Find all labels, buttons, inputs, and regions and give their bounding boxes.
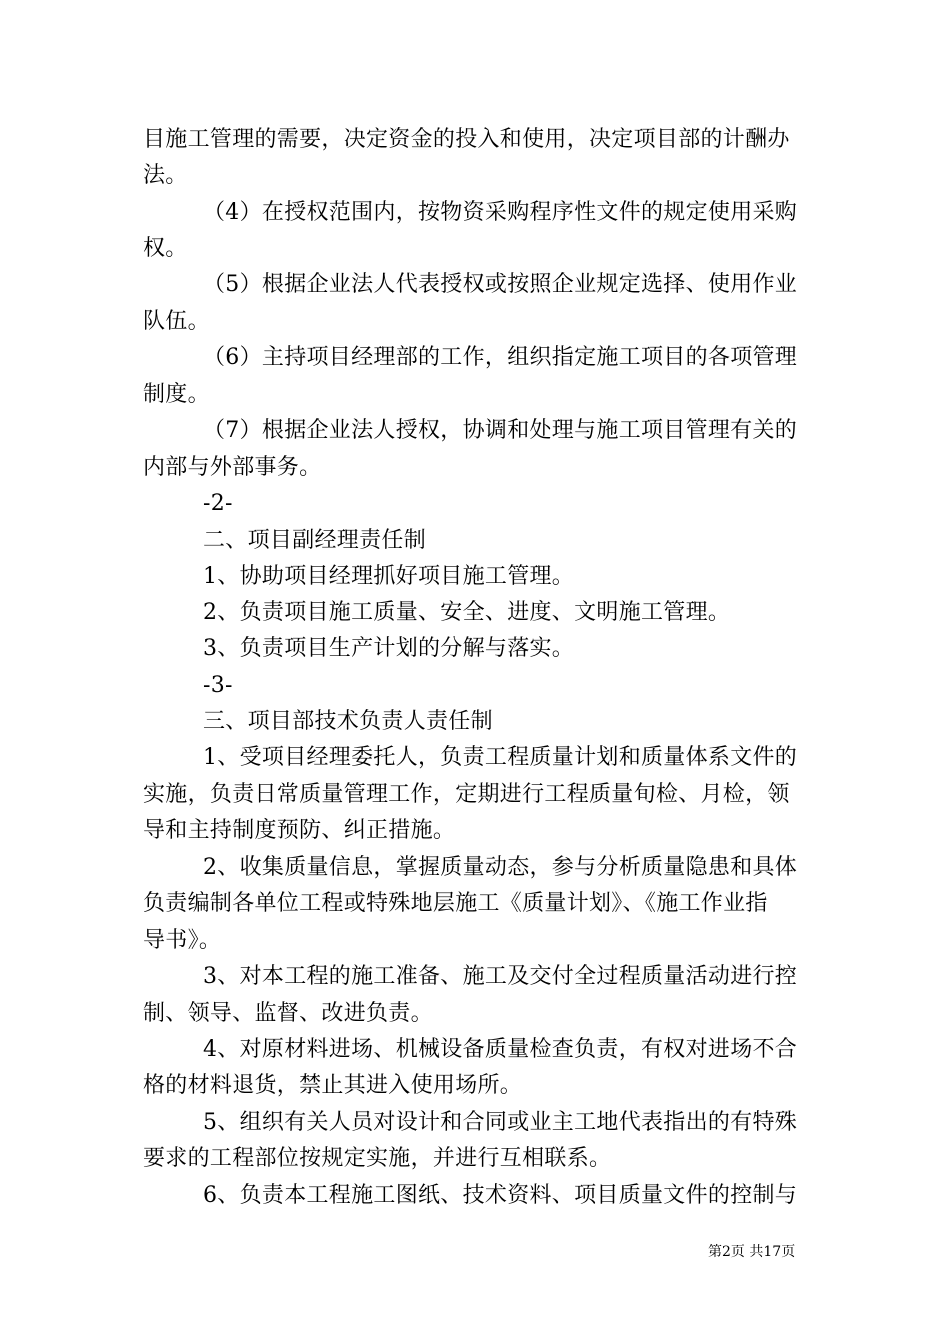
text-line: 3、负责项目生产计划的分解与落实。 [203, 636, 575, 661]
text-line: 导和主持制度预防、纠正措施。 [143, 818, 456, 843]
text-line: 目施工管理的需要，决定资金的投入和使用，决定项目部的计酬办 [143, 127, 790, 152]
text-line: 2、负责项目施工质量、安全、进度、文明施工管理。 [203, 600, 731, 625]
text-line: （6）主持项目经理部的工作，组织指定施工项目的各项管理 [203, 345, 798, 370]
text-line: 制、领导、监督、改进负责。 [143, 1001, 433, 1026]
text-line: 实施，负责日常质量管理工作，定期进行工程质量旬检、月检，领 [143, 782, 790, 807]
text-line: 6、负责本工程施工图纸、技术资料、项目质量文件的控制与 [203, 1183, 798, 1208]
text-line: 4、对原材料进场、机械设备质量检查负责，有权对进场不合 [203, 1037, 798, 1062]
text-line: 格的材料退货，禁止其进入使用场所。 [143, 1073, 523, 1098]
text-line: 队伍。 [143, 309, 210, 334]
footer-mid: 页 共 [730, 1244, 764, 1260]
page-separator: -3- [203, 673, 233, 698]
text-line: （7）根据企业法人授权，协调和处理与施工项目管理有关的 [203, 418, 798, 443]
text-line: 要求的工程部位按规定实施，并进行互相联系。 [143, 1146, 612, 1171]
text-line: 1、协助项目经理抓好项目施工管理。 [203, 564, 575, 589]
text-line: 2、收集质量信息，掌握质量动态，参与分析质量隐患和具体 [203, 855, 798, 880]
page-separator: -2- [203, 491, 233, 516]
section-heading: 三、项目部技术负责人责任制 [203, 709, 493, 734]
footer-prefix: 第 [708, 1244, 722, 1260]
footer-total-pages: 17 [763, 1244, 782, 1260]
text-line: 制度。 [143, 382, 210, 407]
text-line: 内部与外部事务。 [143, 455, 322, 480]
text-line: （4）在授权范围内，按物资采购程序性文件的规定使用采购 [203, 200, 798, 225]
text-line: 权。 [143, 236, 188, 261]
text-line: 法。 [143, 163, 188, 188]
text-line: 3、对本工程的施工准备、施工及交付全过程质量活动进行控 [203, 964, 798, 989]
text-line: （5）根据企业法人代表授权或按照企业规定选择、使用作业 [203, 272, 798, 297]
text-line: 5、组织有关人员对设计和合同或业主工地代表指出的有特殊 [203, 1110, 798, 1135]
footer-page-number: 2 [722, 1244, 731, 1260]
section-heading: 二、项目副经理责任制 [203, 528, 427, 553]
text-line: 导书》。 [143, 928, 222, 953]
text-line: 1、受项目经理委托人，负责工程质量计划和质量体系文件的 [203, 745, 798, 770]
page-footer [708, 1243, 795, 1261]
footer-suffix: 页 [781, 1244, 796, 1260]
text-line: 负责编制各单位工程或特殊地层施工《质量计划》、《施工作业指 [143, 891, 768, 916]
